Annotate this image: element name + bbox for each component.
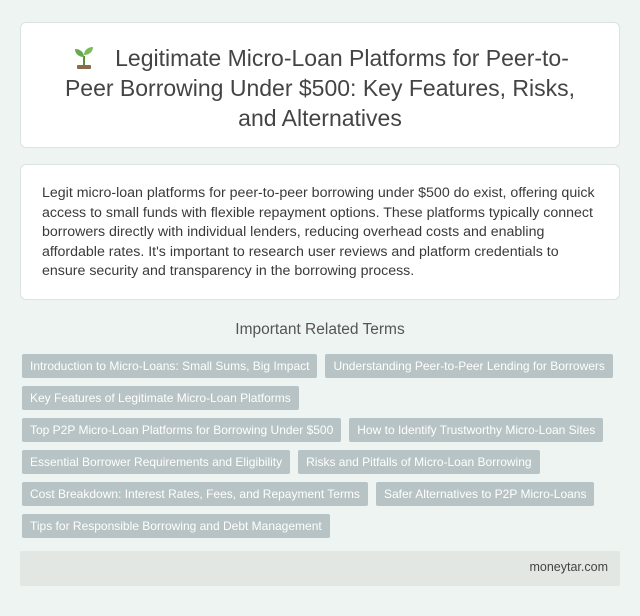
related-term-tag[interactable]: Essential Borrower Requirements and Eligibility: [22, 450, 290, 474]
related-term-tag[interactable]: Cost Breakdown: Interest Rates, Fees, and Repayment Terms: [22, 482, 368, 506]
summary-card: [20, 164, 620, 300]
page-title: [51, 43, 589, 133]
tag-row: [22, 514, 622, 538]
summary-text: Legit micro-loan platforms for peer-to-peer borrowing under $500 do exist, offering quick access to small funds with flexible repayment options. These platforms typically connect borrowers directly with individual lenders, reducing overhead costs and enabling affordable rates. It's important to research user reviews and platform credentials to ensure security and transparency in the borrowing process.: [42, 185, 595, 279]
tag-row: [22, 386, 622, 410]
sprout-icon: [71, 44, 97, 70]
related-terms-list: [22, 354, 622, 546]
tag-row: [22, 482, 622, 506]
tag-row: [22, 354, 622, 378]
footer-site-link[interactable]: moneytar.com: [529, 560, 608, 574]
related-term-tag[interactable]: Introduction to Micro-Loans: Small Sums, Big Impact: [22, 354, 317, 378]
footer: [20, 551, 620, 586]
related-term-tag[interactable]: Risks and Pitfalls of Micro-Loan Borrowing: [298, 450, 539, 474]
tag-row: [22, 418, 622, 442]
related-term-tag[interactable]: Top P2P Micro-Loan Platforms for Borrowing Under $500: [22, 418, 341, 442]
related-term-tag[interactable]: Understanding Peer-to-Peer Lending for Borrowers: [325, 354, 612, 378]
related-terms-heading: Important Related Terms: [235, 321, 405, 338]
related-term-tag[interactable]: How to Identify Trustworthy Micro-Loan Sites: [349, 418, 603, 442]
related-term-tag[interactable]: Key Features of Legitimate Micro-Loan Platforms: [22, 386, 299, 410]
related-term-tag[interactable]: Tips for Responsible Borrowing and Debt Management: [22, 514, 330, 538]
tag-row: [22, 450, 622, 474]
page-title-text: Legitimate Micro-Loan Platforms for Peer-to-Peer Borrowing Under $500: Key Features, Risks, and Alternatives: [64, 45, 576, 131]
related-term-tag[interactable]: Safer Alternatives to P2P Micro-Loans: [376, 482, 595, 506]
title-card: [20, 22, 620, 148]
